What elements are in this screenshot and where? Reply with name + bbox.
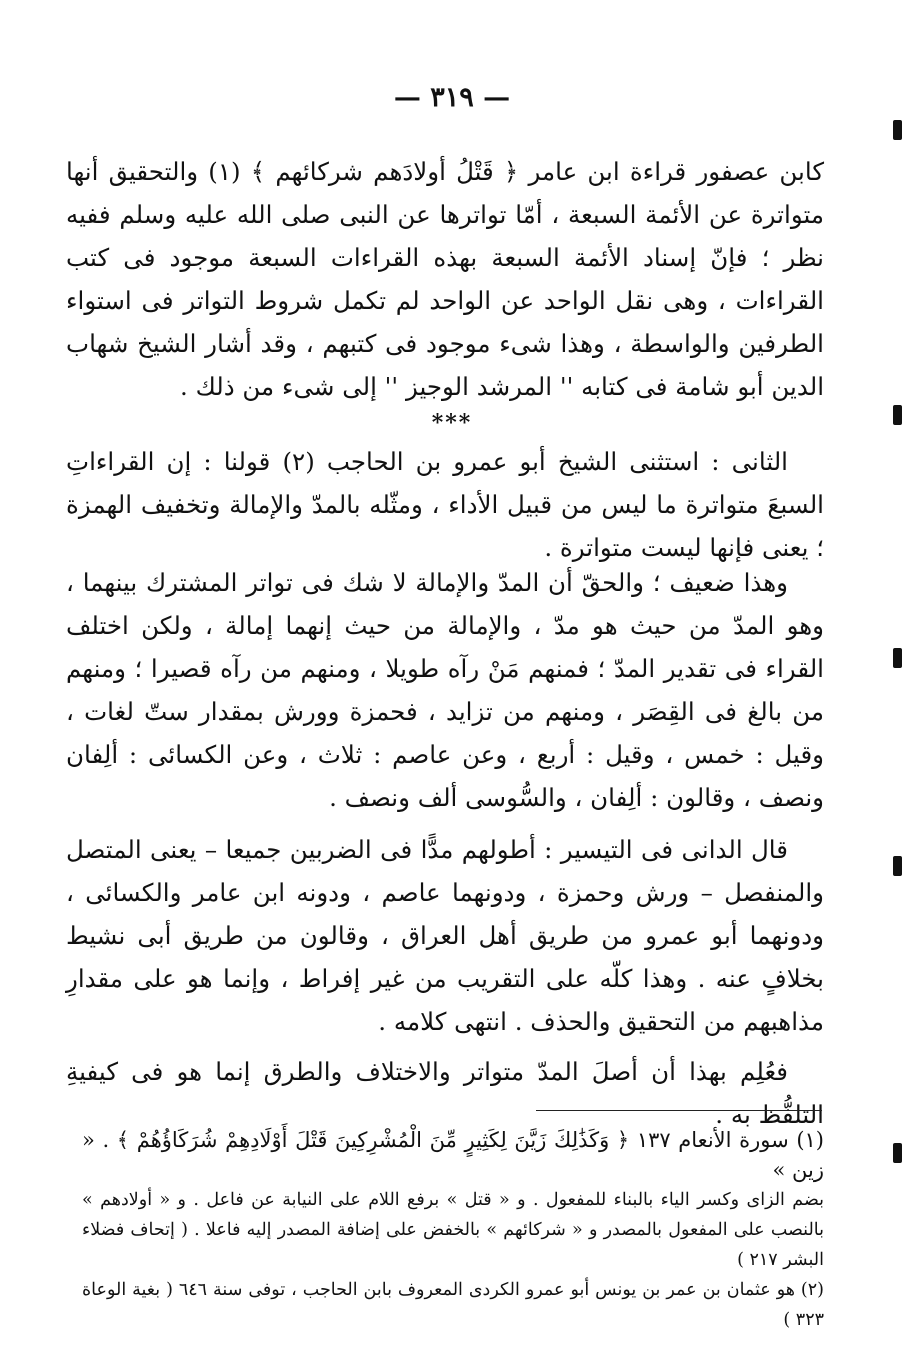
margin-mark: [893, 1143, 902, 1163]
paragraph-3: [66, 561, 824, 819]
margin-mark: [893, 648, 902, 668]
paragraph-5: [66, 1050, 824, 1136]
margin-mark: [893, 120, 902, 140]
paragraph-5-text: فعُلِم بهذا أن أصلَ المدّ متواتر والاختلاف والطرق إنما هو فى كيفيةِ التلفُّظ به .: [66, 1057, 824, 1129]
footnote-2: (٢) هو عثمان بن عمر بن يونس أبو عمرو الكردى المعروف بابن الحاجب ، توفى سنة ٦٤٦ ( بغية الوعاة ٣٢٣ ): [82, 1280, 824, 1330]
paragraph-4-text: قال الدانى فى التيسير : أطولهم مدًّا فى الضربين جميعا – يعنى المتصل والمنفصل – ورش وحمزة ، ودونهما عاصم ، ودونه ابن عامر والكسائى ، ودونهما أبو عمرو من طريق أهل العراق ، وقالون من طريق أبى نشيط بخلافٍ عنه . وهذا كلّه على التقريب من غير إفراط ، وإنما هو على مقدارِ مذاهبهم من التحقيق والحذف . انتهى كلامه .: [66, 835, 824, 1036]
paragraph-1-text: كابن عصفور قراءة ابن عامر ﴿ قَتْلُ أولادَهم شركائهم ﴾ (١) والتحقيق أنها متواترة عن الأئمة السبعة ، أمّا تواترها عن النبى صلى الله عليه وسلم ففيه نظر ؛ فإنّ إسناد الأئمة السبعة بهذه القراءات السبعة موجود فى كتب القراءات ، وهى نقل الواحد عن الواحد لم تكمل شروط التواتر فى استواء الطرفين والواسطة ، وهذا شىء موجود فى كتبهم ، وقد أشار الشيخ شهاب الدين أبو شامة فى كتابه '' المرشد الوجيز '' إلى شىء من ذلك .: [66, 157, 824, 401]
paragraph-2: [66, 440, 824, 569]
section-separator: ***: [431, 410, 473, 436]
footnote-divider: [536, 1110, 822, 1111]
paragraph-4: [66, 828, 824, 1043]
margin-mark: [893, 405, 902, 425]
paragraph-2-text: الثانى : استثنى الشيخ أبو عمرو بن الحاجب (٢) قولنا : إن القراءاتِ السبعَ متواترة ما ليس من قبيل الأداء ، ومثّله بالمدّ والإمالة وتخفيف الهمزة ؛ يعنى فإنها ليست متواترة .: [66, 447, 824, 562]
footnotes: [82, 1125, 824, 1335]
page-number: — ٣١٩ —: [393, 82, 511, 113]
paragraph-1: [66, 150, 824, 408]
margin-mark: [893, 856, 902, 876]
footnote-1-heading: (١) سورة الأنعام ١٣٧ ﴿ وَكَذَٰلِكَ زَيَّنَ لِكَثِيرٍ مِّنَ الْمُشْرِكِينَ قَتْلَ أَوْلَادِهِمْ شُرَكَاؤُهُمْ ﴾ . « زين »: [82, 1128, 824, 1182]
paragraph-3-text: وهذا ضعيف ؛ والحقّ أن المدّ والإمالة لا شك فى تواتر المشترك بينهما ، وهو المدّ من حيث هو مدّ ، والإمالة من حيث إنهما إمالة ، ولكن اختلف القراء فى تقدير المدّ ؛ فمنهم مَنْ رآه طويلا ، ومنهم من رآه قصيرا ؛ ومنهم من بالغ فى القِصَر ، ومنهم من تزايد ، فحمزة وورش بمقدار ستّ لغات ، وقيل : خمس ، وقيل : أربع ، وعن عاصم : ثلاث ، وعن الكسائى : ألِفان ونصف ، وقالون : ألِفان ، والسُّوسى ألف ونصف .: [66, 568, 824, 812]
footnote-1-body: بضم الزاى وكسر الياء بالبناء للمفعول . و « قتل » برفع اللام على النيابة عن فاعل . و « أولادهم » بالنصب على المفعول بالمصدر و « شركائهم » بالخفض على إضافة المصدر إليه فاعلا . ( إتحاف فضلاء البشر ٢١٧ ): [82, 1190, 824, 1270]
